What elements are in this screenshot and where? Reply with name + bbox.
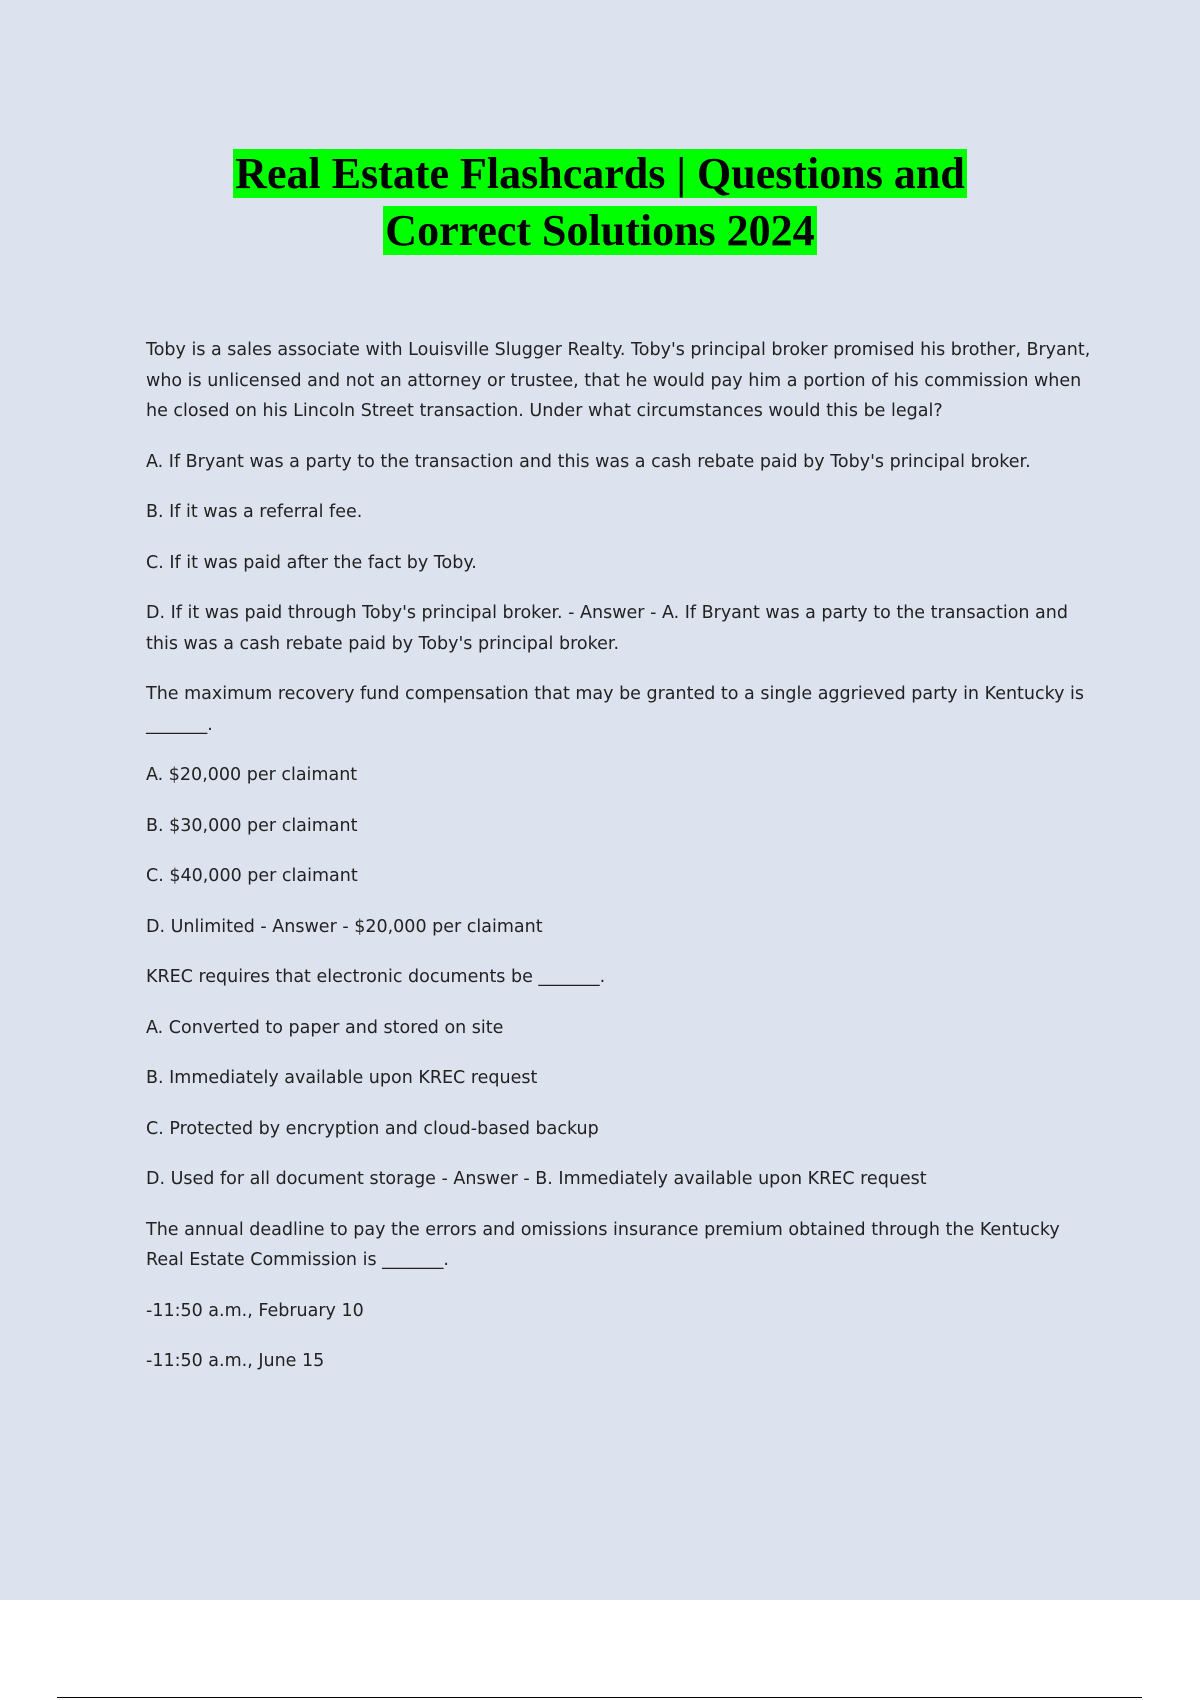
page-title	[0, 145, 1200, 259]
question-3-option-a: A. Converted to paper and stored on site	[146, 1017, 504, 1038]
question-1-option-b: B. If it was a referral fee.	[146, 502, 363, 522]
question-4-option-2: -11:50 a.m., June 15	[146, 1351, 325, 1371]
question-3-option-d-answer: D. Used for all document storage - Answer - B. Immediately available upon KREC request	[146, 1169, 927, 1189]
question-2-option-d-answer: D. Unlimited - Answer - $20,000 per claimant	[146, 916, 543, 937]
question-2-option-a: A. $20,000 per claimant	[146, 765, 358, 785]
question-4-text: The annual deadline to pay the errors and omissions insurance premium obtained through the Kentucky Real Estate Commission is _______.	[146, 1219, 1060, 1270]
title-line-1-text: Real Estate Flashcards | Questions and	[235, 149, 965, 198]
question-2-option-c: C. $40,000 per claimant	[146, 866, 358, 886]
question-1-option-a: A. If Bryant was a party to the transaction and this was a cash rebate paid by Toby's principal broker.	[146, 451, 1031, 472]
question-2-text: The maximum recovery fund compensation that may be granted to a single aggrieved party in Kentucky is _______.	[146, 684, 1085, 735]
document-body	[146, 335, 1092, 1397]
question-1-option-d-answer: D. If it was paid through Toby's principal broker. - Answer - A. If Bryant was a party to the transaction and this was a cash rebate paid by Toby's principal broker.	[146, 603, 1068, 654]
footer-divider	[57, 1697, 1142, 1698]
question-3-option-b: B. Immediately available upon KREC request	[146, 1068, 538, 1088]
question-3-text: KREC requires that electronic documents be _______.	[146, 967, 606, 987]
title-line-1	[0, 145, 1200, 202]
question-1-text: Toby is a sales associate with Louisville Slugger Realty. Toby's principal broker promised his brother, Bryant, who is unlicensed and not an attorney or trustee, that he would pay him a portion of his commission when he closed on his Lincoln Street transaction. Under what circumstances would this be legal?	[146, 340, 1091, 421]
question-4-option-1: -11:50 a.m., February 10	[146, 1300, 364, 1321]
question-1-option-c: C. If it was paid after the fact by Toby.	[146, 552, 477, 573]
question-2-option-b: B. $30,000 per claimant	[146, 815, 358, 836]
title-line-2	[0, 202, 1200, 259]
question-3-option-c: C. Protected by encryption and cloud-based backup	[146, 1118, 599, 1139]
title-line-2-text: Correct Solutions 2024	[385, 206, 815, 255]
